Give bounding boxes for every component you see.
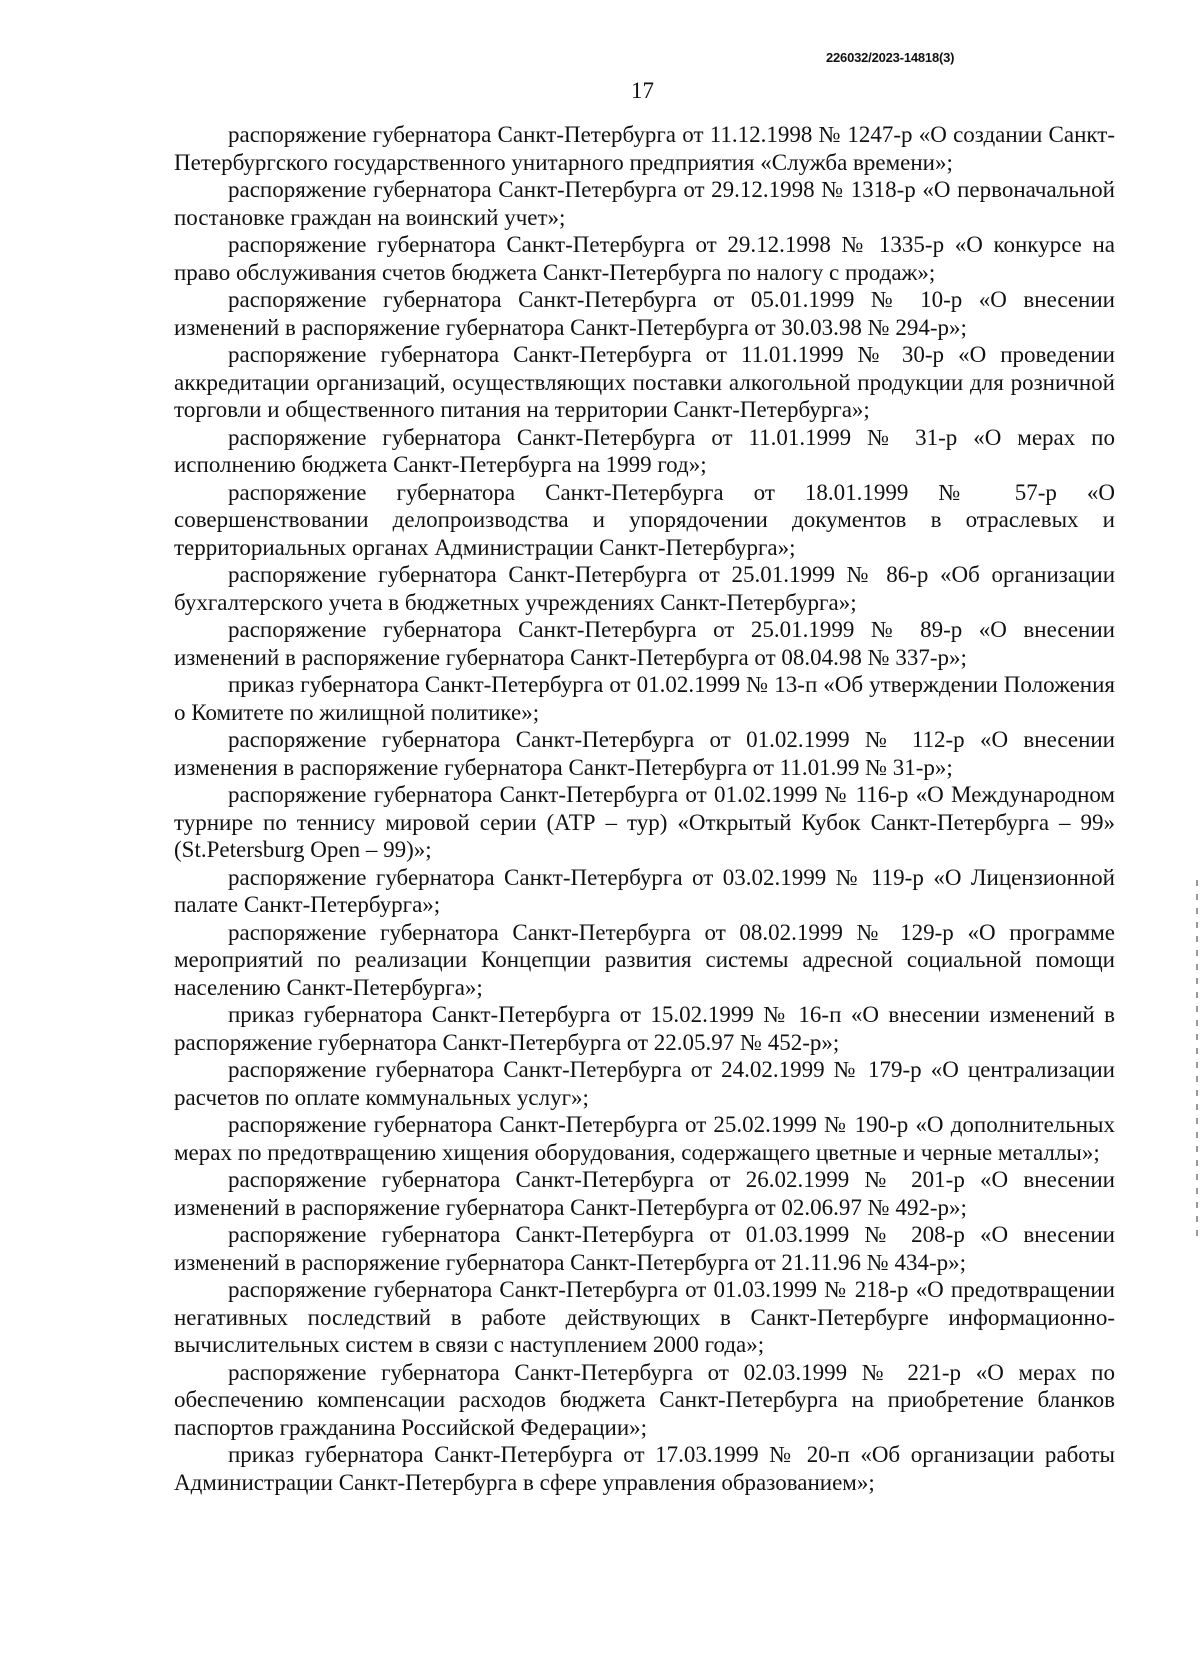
list-item: приказ губернатора Санкт-Петербурга от 15.02.1999 № 16-п «О внесении изменений в распоряжение губернатора Санкт-Петербурга от 22.05.97 № 452-р»; — [174, 1002, 1115, 1055]
list-item: распоряжение губернатора Санкт-Петербурга от 08.02.1999 № 129-р «О программе мероприятий по реализации Концепции развития системы адресной социальной помощи населению Санкт-Петербурга»; — [174, 919, 1115, 1000]
list-item: распоряжение губернатора Санкт-Петербурга от 25.01.1999 № 89-р «О внесении изменений в распоряжение губернатора Санкт-Петербурга от 08.04.98 № 337-р»; — [174, 617, 1115, 670]
list-item: распоряжение губернатора Санкт-Петербурга от 29.12.1998 № 1335-р «О конкурсе на право обслуживания счетов бюджета Санкт-Петербурга по налогу с продаж»; — [174, 232, 1115, 285]
list-item: распоряжение губернатора Санкт-Петербурга от 29.12.1998 № 1318-р «О первоначальной постановке граждан на воинский учет»; — [174, 177, 1115, 230]
list-item: распоряжение губернатора Санкт-Петербурга от 01.02.1999 № 112-р «О внесении изменения в распоряжение губернатора Санкт-Петербурга от 11.01.99 № 31-р»; — [174, 727, 1115, 780]
list-item: распоряжение губернатора Санкт-Петербурга от 11.01.1999 № 30-р «О проведении аккредитации организаций, осуществляющих поставки алкогольной продукции для розничной торговли и общественного питания на территории Санкт-Петербурга»; — [174, 342, 1115, 422]
list-item: распоряжение губернатора Санкт-Петербурга от 03.02.1999 № 119-р «О Лицензионной палате Санкт-Петербурга»; — [174, 864, 1115, 917]
list-item: распоряжение губернатора Санкт-Петербурга от 01.03.1999 № 208-р «О внесении изменений в распоряжение губернатора Санкт-Петербурга от 21.11.96 № 434-р»; — [174, 1222, 1115, 1275]
list-item: распоряжение губернатора Санкт-Петербурга от 05.01.1999 № 10-р «О внесении изменений в распоряжение губернатора Санкт-Петербурга от 30.03.98 № 294-р»; — [174, 287, 1115, 340]
list-item: распоряжение губернатора Санкт-Петербурга от 26.02.1999 № 201-р «О внесении изменений в распоряжение губернатора Санкт-Петербурга от 02.06.97 № 492-р»; — [174, 1167, 1115, 1220]
document-body — [174, 121, 1115, 1496]
list-item: распоряжение губернатора Санкт-Петербурга от 24.02.1999 № 179-р «О централизации расчетов по оплате коммунальных услуг»; — [174, 1057, 1115, 1110]
page-number: 17 — [631, 78, 654, 103]
list-item: распоряжение губернатора Санкт-Петербурга от 11.12.1998 № 1247-р «О создании Санкт-Петербургского государственного унитарного предприятия «Служба времени»; — [174, 122, 1115, 175]
scan-edge-artifact — [1196, 880, 1198, 1240]
list-item: распоряжение губернатора Санкт-Петербурга от 18.01.1999 № 57-р «О совершенствовании делопроизводства и упорядочении документов в отраслевых и территориальных органах Администрации Санкт-Петербурга»; — [174, 479, 1115, 560]
list-item: распоряжение губернатора Санкт-Петербурга от 02.03.1999 № 221-р «О мерах по обеспечению компенсации расходов бюджета Санкт-Петербурга на приобретение бланков паспортов гражданина Российской Федерации»; — [174, 1359, 1115, 1440]
list-item: распоряжение губернатора Санкт-Петербурга от 25.01.1999 № 86-р «Об организации бухгалтерского учета в бюджетных учреждениях Санкт-Петербурга»; — [174, 562, 1115, 615]
list-item: распоряжение губернатора Санкт-Петербурга от 11.01.1999 № 31-р «О мерах по исполнению бюджета Санкт-Петербурга на 1999 год»; — [174, 424, 1115, 477]
list-item: распоряжение губернатора Санкт-Петербурга от 01.02.1999 № 116-р «О Международном турнире по теннису мировой серии (АТР – тур) «Открытый Кубок Санкт-Петербурга – 99» (St.Petersburg Open – 99)»; — [174, 782, 1115, 862]
list-item: распоряжение губернатора Санкт-Петербурга от 01.03.1999 № 218-р «О предотвращении негативных последствий в работе действующих в Санкт-Петербурге информационно-вычислительных систем в связи с наступлением 2000 года»; — [174, 1277, 1115, 1357]
list-item: приказ губернатора Санкт-Петербурга от 01.02.1999 № 13-п «Об утверждении Положения о Комитете по жилищной политике»; — [174, 672, 1115, 725]
list-item: приказ губернатора Санкт-Петербурга от 17.03.1999 № 20-п «Об организации работы Администрации Санкт-Петербурга в сфере управления образованием»; — [174, 1442, 1115, 1495]
document-registration-number: 226032/2023-14818(3) — [826, 50, 955, 65]
list-item: распоряжение губернатора Санкт-Петербурга от 25.02.1999 № 190-р «О дополнительных мерах по предотвращению хищения оборудования, содержащего цветные и черные металлы»; — [174, 1112, 1115, 1165]
